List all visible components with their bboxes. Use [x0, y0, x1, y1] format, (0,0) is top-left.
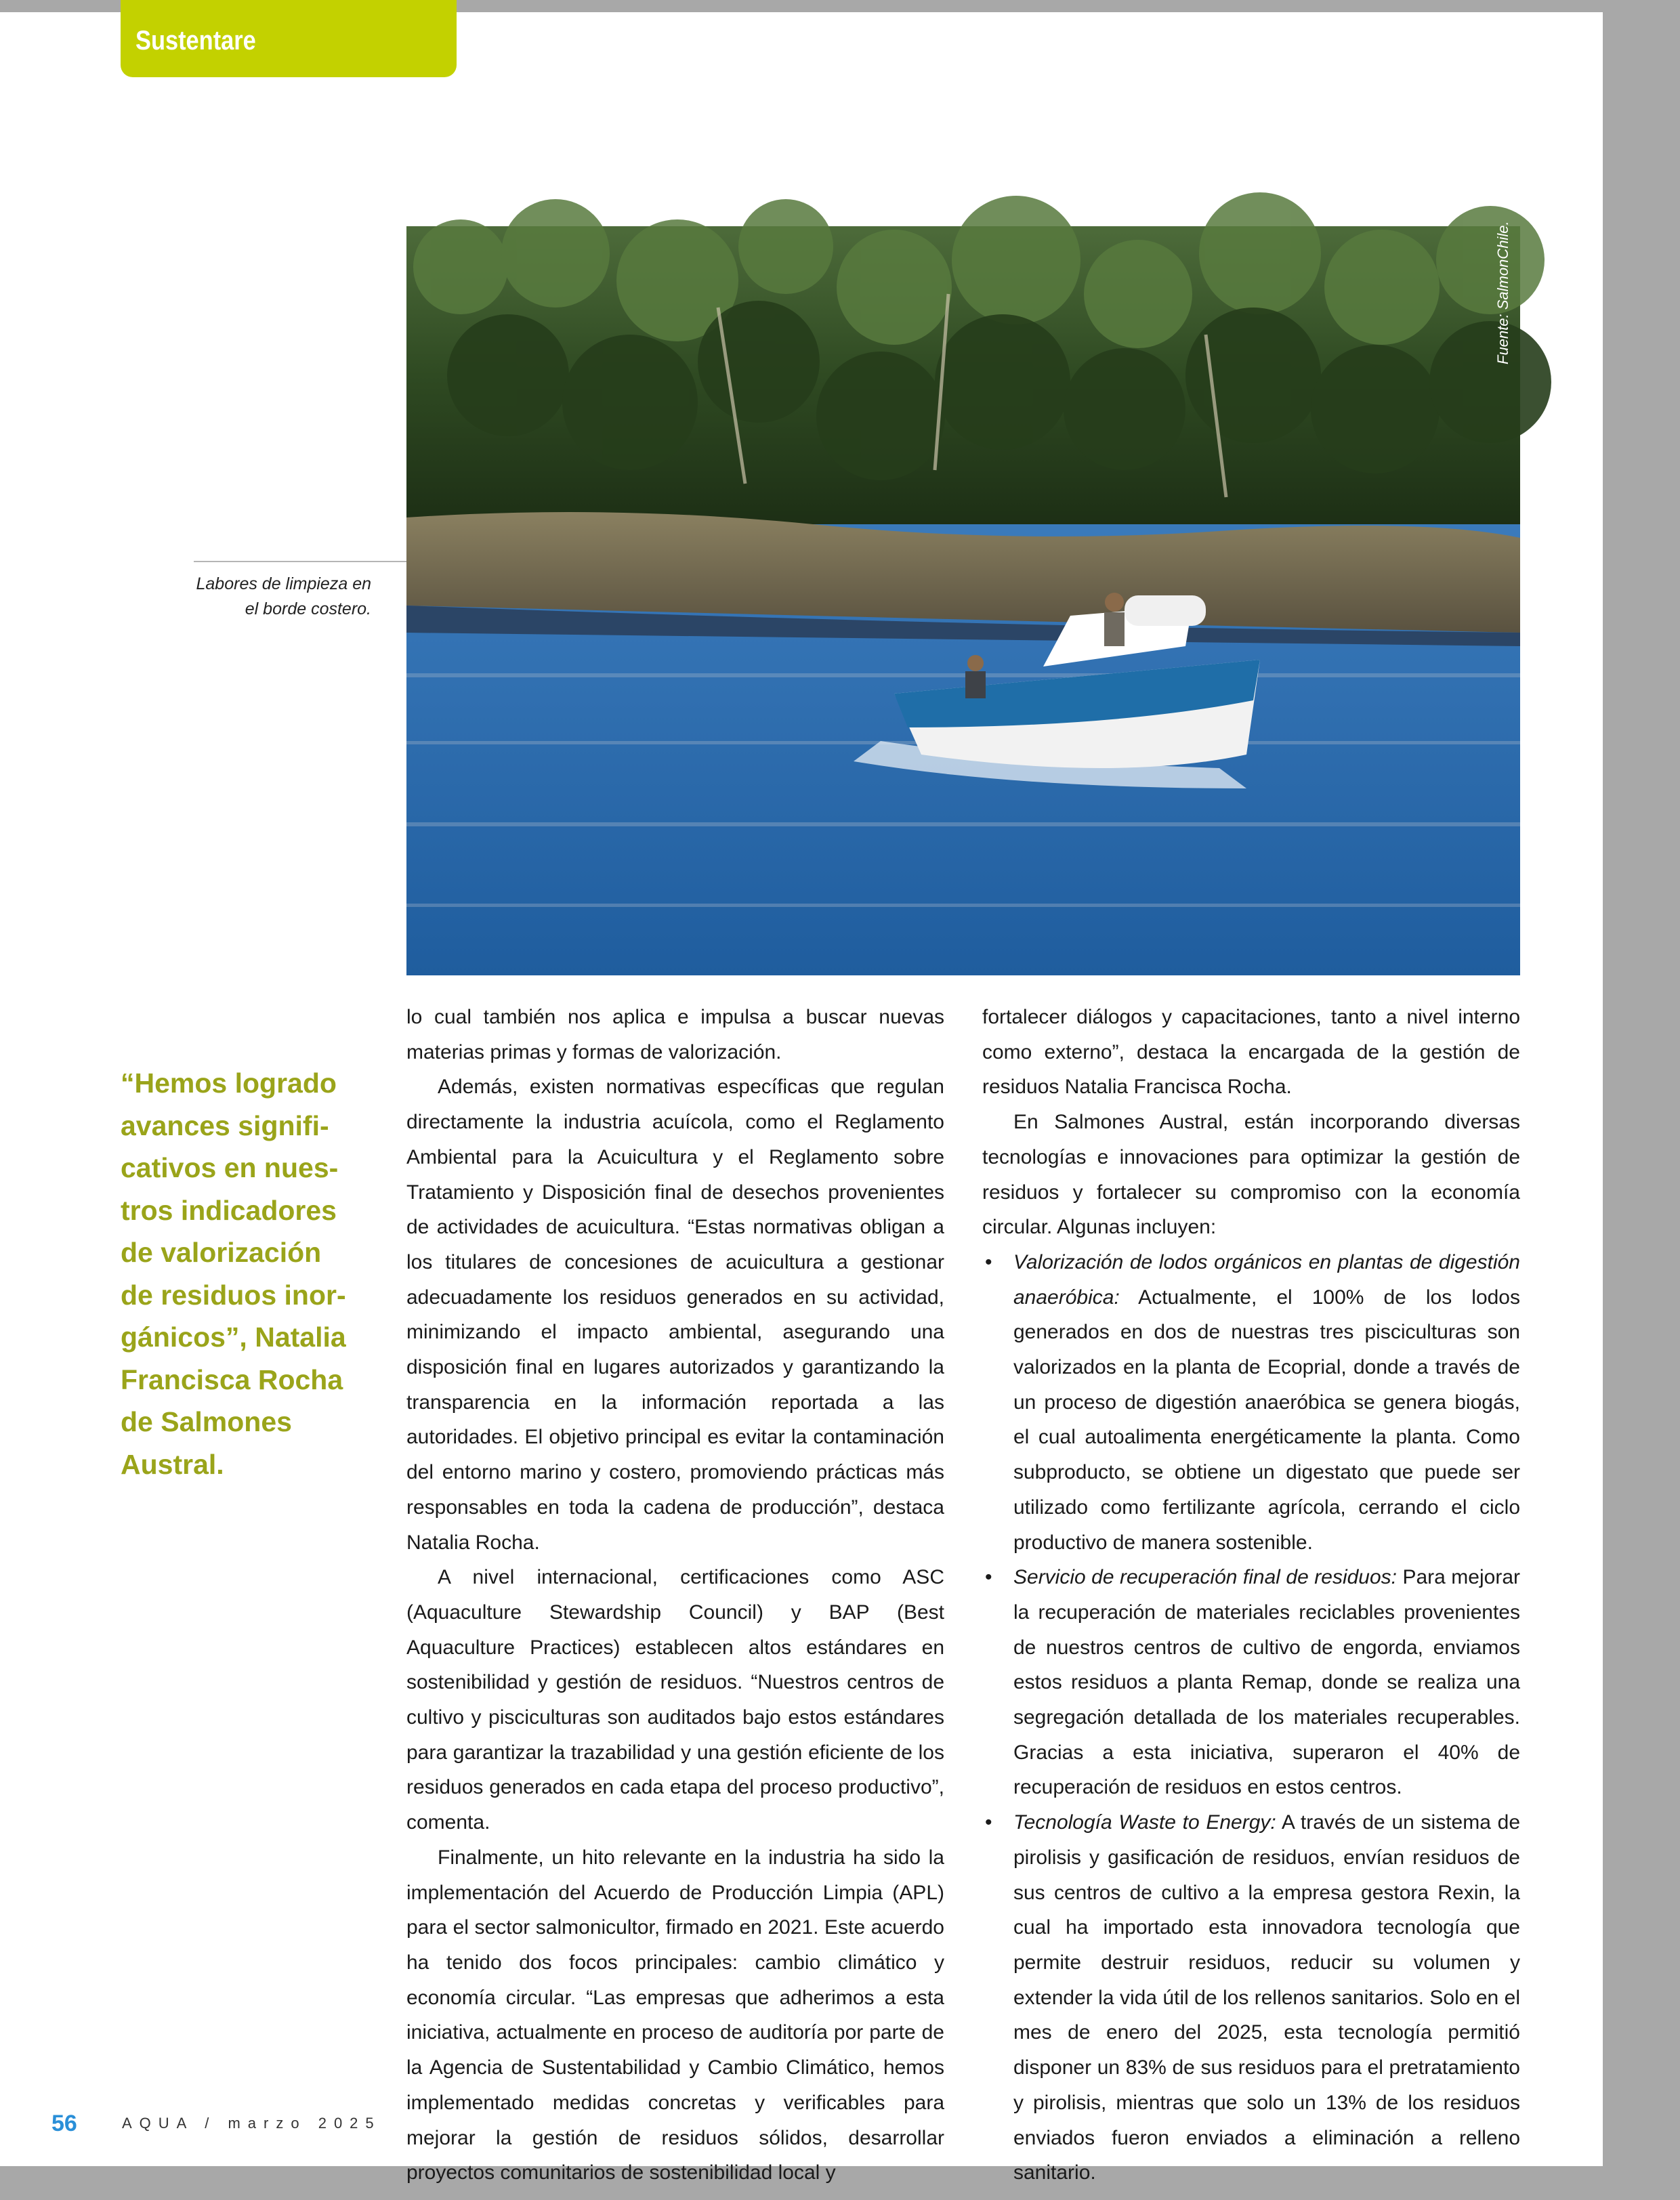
pull-quote-line: de Salmones — [121, 1406, 292, 1437]
bullet-dot-icon: • — [985, 1566, 992, 1589]
paragraph: En Salmones Austral, están incorporando diversas tecnologías e innovaciones para optimizar la gestión de residuos y fortalecer su compromiso con la economía circular. Algunas incluyen: — [982, 1111, 1520, 1239]
bullet-item — [982, 1245, 1520, 1560]
bullet-item — [982, 1560, 1520, 1805]
paragraph: Además, existen normativas específicas que regulan directamente la industria acuícola, como el Reglamento Ambiental para la Acuicultura y el Reglamento sobre Tratamiento y Disposición final de desechos provenientes de actividades de acuicultura. “Estas normativas obligan a los titulares de concesiones de acuicultura a gestionar adecuadamente los residuos generados en su actividad, minimizando el impacto ambiental, asegurando una disposición final en lugares autorizados y garantizando la transparencia en la información reportada a las autoridades. El objetivo principal es evitar la contaminación del entorno marino y costero, promoviendo prácticas más responsables en toda la cadena de producción”, destaca Natalia Rocha. — [406, 1076, 944, 1554]
bullet-dot-icon: • — [985, 1250, 992, 1273]
caption-line: el borde costero. — [245, 599, 371, 618]
article-column-2 — [982, 1000, 1520, 2191]
boat-shoreline-image — [406, 226, 1520, 975]
pull-quote-line: “Hemos logrado — [121, 1067, 337, 1099]
pull-quote-line: cativos en nues- — [121, 1152, 339, 1183]
pull-quote-line: de residuos inor- — [121, 1279, 346, 1311]
paragraph: Finalmente, un hito relevante en la industria ha sido la implementación del Acuerdo de Producción Limpia (APL) para el sector salmonicultor, firmado en 2021. Este acuerdo ha tenido dos focos principales: cambio climático y economía circular. “Las empresas que adherimos a esta iniciativa, actualmente en proceso de auditoría por parte de la Agencia de Sustentabilidad y Cambio Climático, hemos implementado medidas concretas y verificables para mejorar la gestión de residuos sólidos, desarrollar proyectos comunitarios de sostenibilidad local y — [406, 1846, 944, 2184]
bullet-list — [982, 1245, 1520, 2191]
pull-quote-line: Austral. — [121, 1448, 224, 1480]
page-number: 56 — [51, 2111, 77, 2136]
bullet-text: Actualmente, el 100% de los lodos generados en dos de nuestras tres pisciculturas son valorizados en la planta de Ecoprial, donde a través de un proceso de digestión anaeróbica se genera biogás, el cual autoalimenta energéticamente la planta. Como subproducto, se obtiene un digestato que puede ser utilizado como fertilizante agrícola, cerrando el ciclo productivo de manera sostenible. — [1013, 1286, 1520, 1554]
magazine-page — [0, 12, 1603, 2184]
bullet-title: Tecnología Waste to Energy: — [1013, 1811, 1276, 1834]
bullet-text: A través de un sistema de pirolisis y gasificación de residuos, envían residuos de sus centros de cultivo a la empresa gestora Rexin, la cual ha importado esta innovadora tecnología que permite destruir residuos, reducir su volumen y extender la vida útil de los rellenos sanitarios. Solo en el mes de enero del 2025, esta tecnología permitió disponer un 83% de sus residuos para el pretratamiento y pirolisis, mientras que solo un 13% de los residuos enviados fueron enviados a eliminación a relleno sanitario. — [1013, 1811, 1521, 2184]
paragraph: A nivel internacional, certificaciones como ASC (Aquaculture Stewardship Council) y BAP (Best Aquaculture Practices) establecen altos estándares en sostenibilidad y gestión de residuos. “Nuestros centros de cultivo y pisciculturas son auditados bajo estos estándares para garantizar la trazabilidad y una gestión eficiente de los residuos generados en cada etapa del proceso productivo”, comenta. — [406, 1566, 944, 1834]
magazine-issue: AQUA / marzo 2025 — [122, 2115, 381, 2132]
photo-credit: Fuente: SalmonChile. — [1494, 221, 1511, 364]
bullet-item — [982, 1805, 1520, 2191]
bullet-title: Servicio de recuperación final de residuos: — [1013, 1566, 1397, 1589]
bullet-dot-icon: • — [985, 1811, 992, 1834]
pull-quote — [121, 1062, 371, 1485]
paragraph: fortalecer diálogos y capacitaciones, tanto a nivel interno como externo”, destaca la encargada de la gestión de residuos Natalia Francisca Rocha. — [982, 1006, 1520, 1099]
pull-quote-line: de valorización — [121, 1237, 322, 1268]
pull-quote-line: gánicos”, Natalia — [121, 1321, 346, 1353]
article-column-1 — [406, 1000, 944, 2191]
pull-quote-line: tros indicadores — [121, 1194, 337, 1226]
paragraph: lo cual también nos aplica e impulsa a buscar nuevas materias primas y formas de valorización. — [406, 1006, 944, 1063]
pull-quote-line: avances signifi- — [121, 1109, 329, 1141]
pull-quote-line: Francisca Rocha — [121, 1363, 343, 1395]
caption-line: Labores de limpieza en — [196, 574, 371, 593]
section-label: Sustentare — [135, 26, 256, 56]
photo-caption — [153, 572, 371, 622]
section-tab — [121, 0, 457, 77]
caption-divider — [194, 561, 406, 562]
bullet-title: Valorización de lodos orgánicos en plantas de digestión anaeróbica: — [1013, 1250, 1520, 1309]
article-photo — [406, 226, 1520, 975]
bullet-text: Para mejorar la recuperación de materiales reciclables provenientes de nuestros centros de cultivo de engorda, enviamos estos residuos a planta Remap, donde se realiza una segregación detallada de los materiales recuperables. Gracias a esta iniciativa, superaron el 40% de recuperación de residuos en estos centros. — [1013, 1566, 1521, 1799]
